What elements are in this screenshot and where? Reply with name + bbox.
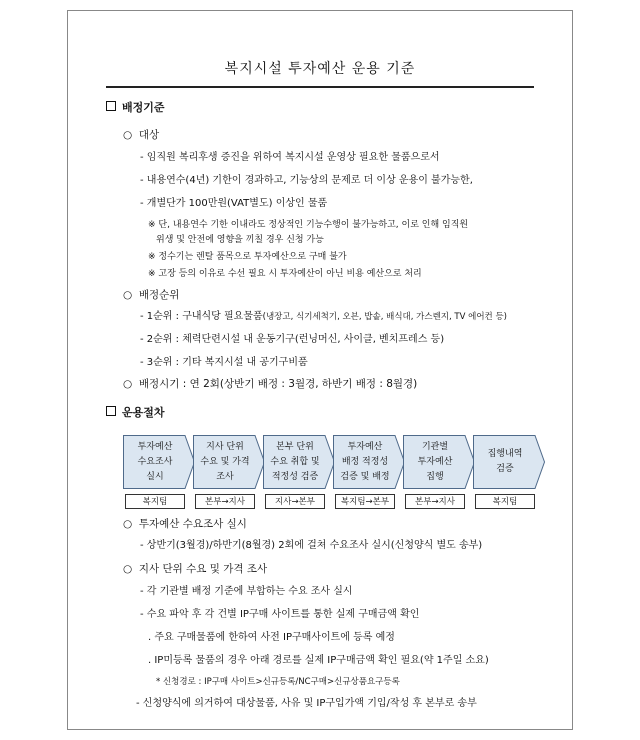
subject-item-1: - 임직원 복리후생 증진을 위하여 복지시설 운영상 필요한 물품으로서 <box>140 152 440 163</box>
title-underline <box>106 86 534 88</box>
step2-item-6: - 신청양식에 의거하여 대상물품, 사유 및 IP구입가액 기입/작성 후 본부로 송부 <box>136 698 477 709</box>
subject-note-1: ※ 단, 내용연수 기한 이내라도 정상적인 기능수행이 불가능하고, 이로 인해 임직원 <box>148 220 469 230</box>
flow-step-2 <box>193 435 265 489</box>
step2-item-1: - 각 기관별 배정 기준에 부합하는 수요 조사 실시 <box>140 586 353 597</box>
document-title: 복지시설 투자예산 운용 기준 <box>224 61 416 77</box>
subheading-priority: ○ 배정순위 <box>123 289 180 301</box>
priority-item-2: - 2순위 : 체력단련시설 내 운동기구(런닝머신, 사이클, 벤치프레스 등) <box>140 334 445 345</box>
square-bullet-icon <box>106 101 116 111</box>
flow-step-3 <box>263 435 335 489</box>
flow-owner-1: 복지팀 <box>125 494 185 509</box>
document-page <box>67 10 573 730</box>
priority-item-3: - 3순위 : 기타 복지시설 내 공기구비품 <box>140 357 308 368</box>
step2-item-2: - 수요 파악 후 각 건별 IP구매 사이트를 통한 실제 구매금액 확인 <box>140 609 420 620</box>
flow-step-2-label: 지사 단위 수요 및 가격 조사 <box>200 441 250 482</box>
square-bullet-icon <box>106 406 116 416</box>
subheading-step1: ○ 투자예산 수요조사 실시 <box>123 518 247 530</box>
subject-item-3: - 개별단가 100만원(VAT별도) 이상인 물품 <box>140 198 328 209</box>
section-heading-allocation: 배정기준 <box>106 101 165 115</box>
flow-owner-2: 본부→지사 <box>195 494 255 509</box>
step2-item-3: . 주요 구매물품에 한하여 사전 IP구매사이트에 등록 예정 <box>148 632 395 643</box>
step1-item-1: - 상반기(3월경)/하반기(8월경) 2회에 걸쳐 수요조사 실시(신청양식 별도 송부) <box>140 540 483 551</box>
flow-step-1 <box>123 435 195 489</box>
flow-step-3-label: 본부 단위 수요 취합 및 적정성 검증 <box>270 441 320 482</box>
flow-step-6 <box>473 435 545 489</box>
flow-step-4-label: 투자예산 배정 적정성 검증 및 배정 <box>340 441 390 482</box>
subject-note-2: ※ 정수기는 렌탈 품목으로 투자예산으로 구매 불가 <box>148 252 347 262</box>
subject-note-1-cont: 위생 및 안전에 영향을 끼칠 경우 신청 가능 <box>156 235 324 245</box>
subject-item-2: - 내용연수(4년) 기한이 경과하고, 기능상의 문제로 더 이상 운용이 불가능한, <box>140 175 473 186</box>
flow-step-6-label: 집행내역 검증 <box>487 449 523 474</box>
flow-step-4 <box>333 435 405 489</box>
priority-item-1: - 1순위 : 구내식당 필요물품(냉장고, 식기세척기, 오븐, 밥솥, 배식대, 가스렌지, TV 에어컨 등) <box>140 311 507 322</box>
flow-step-5-label: 기관별 투자예산 집행 <box>417 441 453 482</box>
flow-owner-5: 본부→지사 <box>405 494 465 509</box>
section-heading-procedure: 운용절차 <box>106 406 165 420</box>
priority-item-1-detail: (냉장고, 식기세척기, 오븐, 밥솥, 배식대, 가스렌지, TV 에어컨 등) <box>262 312 507 322</box>
flow-owner-3: 지사→본부 <box>265 494 325 509</box>
step2-item-4: . IP미등록 물품의 경우 아래 경로를 실제 IP구매금액 확인 필요(약 1주일 소요) <box>148 655 489 666</box>
step2-item-5: * 신청경로 : IP구매 사이트>신규등록/NC구매>신규상품요구등록 <box>156 677 400 687</box>
allocation-timing: ○ 배정시기 : 연 2회(상반기 배정 : 3월경, 하반기 배정 : 8월경) <box>123 378 418 390</box>
flow-step-1-label: 투자예산 수요조사 실시 <box>137 441 173 482</box>
subject-note-3: ※ 고장 등의 이유로 수선 필요 시 투자예산이 아닌 비용 예산으로 처리 <box>148 269 422 279</box>
subheading-subject: ○ 대상 <box>123 129 160 141</box>
flow-owner-6: 복지팀 <box>475 494 535 509</box>
subheading-step2: ○ 지사 단위 수요 및 가격 조사 <box>123 563 268 575</box>
flow-owner-4: 복지팀→본부 <box>335 494 395 509</box>
flow-step-5 <box>403 435 475 489</box>
